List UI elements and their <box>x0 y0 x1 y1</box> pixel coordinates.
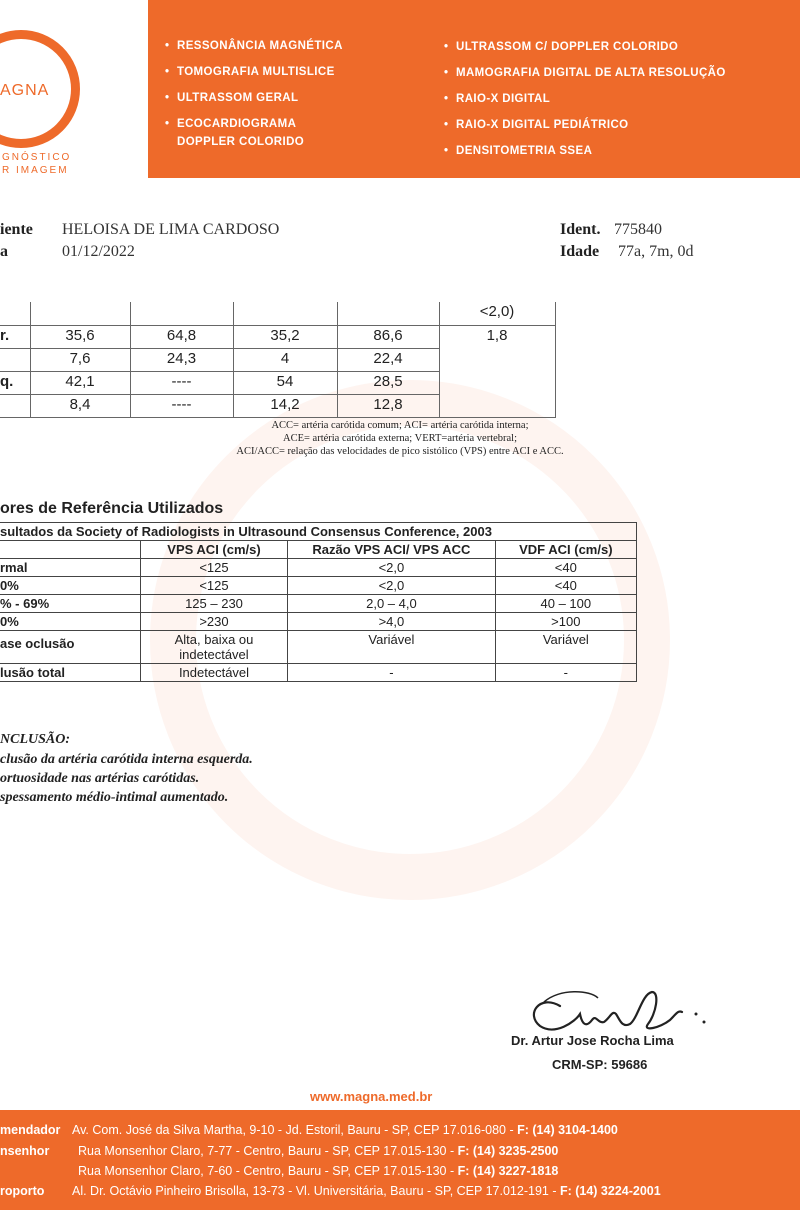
table-cell: >100 <box>495 613 636 631</box>
footer-address-row <box>0 1123 618 1137</box>
logo-name: AGNA <box>0 82 50 99</box>
row-label: % - 69% <box>0 595 140 613</box>
reference-table <box>0 522 637 682</box>
footer-banner <box>0 1110 800 1210</box>
service-item: • MAMOGRAFIA DIGITAL DE ALTA RESOLUÇÃO <box>444 66 784 80</box>
service-item: • ULTRASSOM GERAL <box>165 91 425 105</box>
column-header-empty <box>0 541 140 559</box>
table-cell: 24,3 <box>130 348 233 371</box>
table-cell: 7,6 <box>30 348 130 371</box>
table-cell: 40 – 100 <box>495 595 636 613</box>
phone-number: F: (14) 3104-1400 <box>517 1123 618 1137</box>
service-item: • RAIO-X DIGITAL PEDIÁTRICO <box>444 118 784 132</box>
table-cell: 64,8 <box>130 325 233 348</box>
table-cell: <2,0 <box>288 559 495 577</box>
table-row <box>0 325 555 348</box>
table-row <box>0 613 637 631</box>
phone-number: F: (14) 3224-2001 <box>559 1184 661 1198</box>
table-cell: 125 – 230 <box>140 595 287 613</box>
table-row <box>0 302 555 325</box>
row-label <box>0 302 30 325</box>
table-cell: 14,2 <box>233 394 337 417</box>
table-row <box>0 577 637 595</box>
row-label: 0% <box>0 613 140 631</box>
table-row <box>0 664 637 682</box>
age-value: 77a, 7m, 0d <box>618 243 694 260</box>
measures-table <box>0 302 556 418</box>
table-cell: 42,1 <box>30 371 130 394</box>
table-cell: ---- <box>130 394 233 417</box>
reference-title: ores de Referência Utilizados <box>0 500 224 517</box>
footer-address-row <box>0 1164 558 1178</box>
table-cell: 54 <box>233 371 337 394</box>
exam-date: 01/12/2022 <box>62 243 135 260</box>
row-label: r. <box>0 325 30 348</box>
ratio-value: 1,8 <box>439 325 555 417</box>
table-row <box>0 631 637 664</box>
service-item: • DENSITOMETRIA SSEA <box>444 144 784 158</box>
table-cell: ---- <box>130 371 233 394</box>
row-label: 0% <box>0 577 140 595</box>
table-caption-row <box>0 523 637 541</box>
service-item: • ULTRASSOM C/ DOPPLER COLORIDO <box>444 40 784 54</box>
logo <box>0 0 148 178</box>
table-cell: <125 <box>140 559 287 577</box>
services-list-left <box>165 39 425 135</box>
column-header: VPS ACI (cm/s) <box>140 541 287 559</box>
table-cell: Variável <box>288 631 495 664</box>
ratio-reference: <2,0) <box>439 302 555 325</box>
footer-address-row <box>0 1144 558 1158</box>
website-link[interactable]: www.magna.med.br <box>310 1089 433 1104</box>
doctor-crm: CRM-SP: 59686 <box>552 1057 648 1072</box>
conclusion-line: clusão da artéria carótida interna esquerda. <box>0 752 253 767</box>
table-cell: <2,0 <box>288 577 495 595</box>
service-item-continued: DOPPLER COLORIDO <box>177 136 305 148</box>
patient-name: HELOISA DE LIMA CARDOSO <box>62 221 280 238</box>
services-list-right <box>444 40 784 170</box>
footer-address-row <box>0 1184 661 1198</box>
address-text: Al. Dr. Octávio Pinheiro Brisolla, 13-73 - Vl. Universitária, Bauru - SP, CEP 17.012-191 - <box>72 1184 560 1198</box>
phone-number: F: (14) 3235-2500 <box>457 1144 559 1158</box>
table-row <box>0 595 637 613</box>
column-header: Razão VPS ACI/ VPS ACC <box>288 541 495 559</box>
legend-line-1: ACC= artéria carótida comum; ACI= artéria carótida interna; <box>271 420 529 431</box>
table-cell: - <box>495 664 636 682</box>
table-cell <box>130 302 233 325</box>
legend-line-2: ACE= artéria carótida externa; VERT=artéria vertebral; <box>282 433 518 444</box>
phone-number: F: (14) 3227-1818 <box>457 1164 559 1178</box>
header-banner <box>0 0 800 178</box>
table-cell: <40 <box>495 577 636 595</box>
reference-caption: sultados da Society of Radiologists in Ultrasound Consensus Conference, 2003 <box>0 523 637 541</box>
table-cell: - <box>288 664 495 682</box>
service-item: • TOMOGRAFIA MULTISLICE <box>165 65 425 79</box>
legend-line-3: ACI/ACC= relação das velocidades de pico sistólico (VPS) entre ACI e ACC. <box>236 446 564 457</box>
unit-name: mendador <box>0 1123 61 1137</box>
table-cell: Alta, baixa ou indetectável <box>140 631 287 664</box>
unit-name: roporto <box>0 1184 45 1198</box>
patient-name-label: iente <box>0 221 33 238</box>
conclusion-line: ortuosidade nas artérias carótidas. <box>0 771 200 786</box>
table-row <box>0 559 637 577</box>
service-item: • ECOCARDIOGRAMA <box>165 117 425 131</box>
ident-value: 775840 <box>614 221 662 238</box>
table-cell: Indetectável <box>140 664 287 682</box>
table-cell <box>233 302 337 325</box>
table-cell: Variável <box>495 631 636 664</box>
doctor-name: Dr. Artur Jose Rocha Lima <box>511 1033 674 1048</box>
table-cell: 28,5 <box>337 371 439 394</box>
row-label: ase oclusão <box>0 631 140 664</box>
address-text: Av. Com. José da Silva Martha, 9-10 - Jd. Estoril, Bauru - SP, CEP 17.016-080 - <box>72 1123 518 1137</box>
age-label: Idade <box>560 243 600 260</box>
exam-date-label: a <box>0 243 8 260</box>
unit-name: nsenhor <box>0 1144 50 1158</box>
table-cell: 4 <box>233 348 337 371</box>
row-label: q. <box>0 371 30 394</box>
row-label <box>0 348 30 371</box>
table-cell: 35,2 <box>233 325 337 348</box>
table-cell: 12,8 <box>337 394 439 417</box>
table-cell: >230 <box>140 613 287 631</box>
logo-subtitle-1: GNÓSTICO <box>2 152 72 163</box>
table-cell: >4,0 <box>288 613 495 631</box>
logo-subtitle-2: R IMAGEM <box>2 165 69 176</box>
service-item: • RESSONÂNCIA MAGNÉTICA <box>165 39 425 53</box>
service-item: • RAIO-X DIGITAL <box>444 92 784 106</box>
column-header: VDF ACI (cm/s) <box>495 541 636 559</box>
conclusion-line: spessamento médio-intimal aumentado. <box>0 790 229 805</box>
table-cell: 86,6 <box>337 325 439 348</box>
table-cell <box>30 302 130 325</box>
address-text: Rua Monsenhor Claro, 7-77 - Centro, Bauru - SP, CEP 17.015-130 - <box>78 1144 458 1158</box>
table-cell: <125 <box>140 577 287 595</box>
table-cell: <40 <box>495 559 636 577</box>
address-text: Rua Monsenhor Claro, 7-60 - Centro, Bauru - SP, CEP 17.015-130 - <box>78 1164 458 1178</box>
table-cell: 35,6 <box>30 325 130 348</box>
row-label <box>0 394 30 417</box>
table-cell: 2,0 – 4,0 <box>288 595 495 613</box>
ident-label: Ident. <box>560 221 601 238</box>
row-label: lusão total <box>0 664 140 682</box>
conclusion-heading: NCLUSÃO: <box>0 732 71 747</box>
table-header-row <box>0 541 637 559</box>
row-label: rmal <box>0 559 140 577</box>
table-cell: 8,4 <box>30 394 130 417</box>
table-cell <box>337 302 439 325</box>
table-cell: 22,4 <box>337 348 439 371</box>
